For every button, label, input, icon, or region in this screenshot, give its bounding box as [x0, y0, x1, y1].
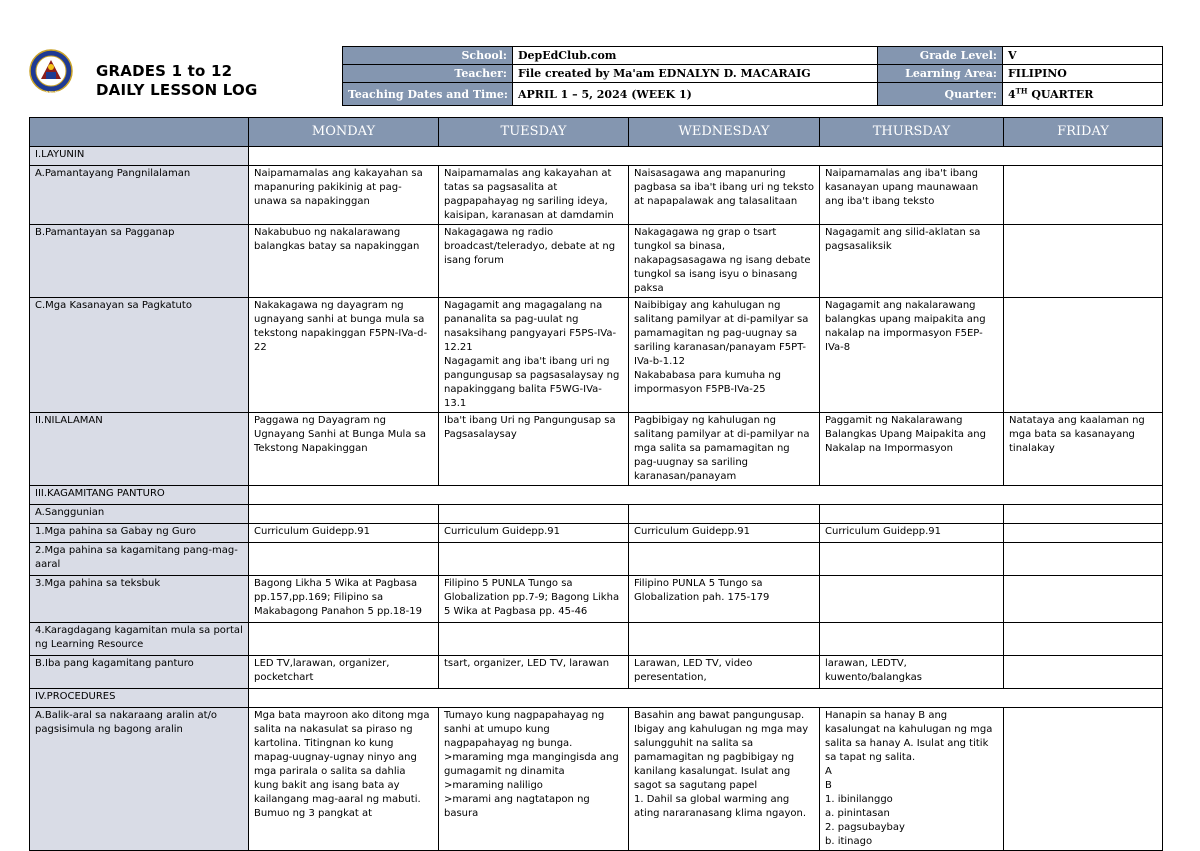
day-cell	[629, 576, 820, 623]
table-row	[30, 413, 1163, 486]
section-spacer	[249, 147, 1163, 166]
school-label: School:	[343, 47, 513, 65]
cell-line: >maraming naliligo	[444, 780, 543, 791]
table-row	[30, 543, 1163, 576]
table-row	[30, 708, 1163, 851]
section-row	[30, 486, 1163, 505]
section-row	[30, 147, 1163, 166]
day-cell	[249, 524, 439, 543]
day-cell	[820, 298, 1004, 413]
day-cell	[249, 413, 439, 486]
day-header-row	[30, 118, 1163, 147]
header-info-table	[342, 46, 1163, 106]
day-cell	[1004, 413, 1163, 486]
day-cell	[439, 708, 629, 851]
cell-line: Nakakagawa ng dayagram ng ugnayang sanhi at bunga mula sa tekstong napakinggan F5PN-IVa-d-22	[254, 300, 428, 353]
day-cell	[439, 623, 629, 656]
cell-line: Paggawa ng Dayagram ng Ugnayang Sanhi at Bunga Mula sa Tekstong Napakinggan	[254, 415, 426, 454]
cell-line: Curriculum Guidepp.91	[444, 526, 560, 537]
day-cell	[249, 623, 439, 656]
cell-line: Naisasagawa ang mapanuring pagbasa sa iba't ibang uri ng teksto at napapalawak ang talasalitaan	[634, 168, 814, 207]
day-cell	[1004, 708, 1163, 851]
cell-line: >marami ang nagtatapon ng basura	[444, 794, 590, 819]
quarter-suffix: TH	[1015, 85, 1028, 95]
cell-line: tsart, organizer, LED TV, larawan	[444, 658, 610, 669]
day-cell	[249, 656, 439, 689]
day-cell	[439, 576, 629, 623]
day-cell	[629, 623, 820, 656]
row-label: II.NILALAMAN	[30, 413, 249, 486]
cell-line: Nakabubuo ng nakalarawang balangkas batay sa napakinggan	[254, 227, 420, 252]
cell-line: 1. Dahil sa global warming ang ating nararanasang klima ngayon.	[634, 794, 807, 819]
cell-line: Naipamamalas ang kakayahan sa mapanuring pakikinig at pag-unawa sa napakinggan	[254, 168, 423, 207]
row-label: B.Iba pang kagamitang panturo	[30, 656, 249, 689]
day-cell	[1004, 576, 1163, 623]
day-cell	[629, 656, 820, 689]
day-cell	[439, 298, 629, 413]
cell-line: Curriculum Guidepp.91	[825, 526, 941, 537]
table-row	[30, 524, 1163, 543]
grade-level-value: V	[1003, 47, 1163, 65]
section-row	[30, 689, 1163, 708]
day-cell	[820, 524, 1004, 543]
day-cell	[1004, 225, 1163, 298]
cell-line: Pagbibigay ng kahulugan ng salitang pamilyar at di-pamilyar na mga salita sa pamamagitan ng pag-uugnay sa sariling karanasan/panayam	[634, 415, 810, 482]
day-header: MONDAY	[249, 118, 439, 147]
cell-line: 1. ibinilanggo	[825, 794, 893, 805]
cell-line: B	[825, 780, 832, 791]
day-header: WEDNESDAY	[629, 118, 820, 147]
title-line-2: DAILY LESSON LOG	[96, 81, 258, 99]
row-label: I.LAYUNIN	[30, 147, 249, 166]
day-cell	[1004, 505, 1163, 524]
day-cell	[629, 166, 820, 225]
cell-line: Bagong Likha 5 Wika at Pagbasa pp.157,pp.169; Filipino sa Makabagong Panahon 5 pp.18-19	[254, 578, 422, 617]
row-label: 3.Mga pahina sa teksbuk	[30, 576, 249, 623]
cell-line: >maraming mga mangingisda ang gumagamit ng dinamita	[444, 752, 619, 777]
section-spacer	[249, 486, 1163, 505]
day-cell	[629, 524, 820, 543]
lesson-log-table	[29, 117, 1163, 851]
cell-line: Iba't ibang Uri ng Pangungusap sa Pagsasalaysay	[444, 415, 616, 440]
day-cell	[249, 166, 439, 225]
cell-line: Naipamamalas ang iba't ibang kasanayan upang maunawaan ang iba't ibang teksto	[825, 168, 979, 207]
day-cell	[820, 225, 1004, 298]
day-header: TUESDAY	[439, 118, 629, 147]
cell-line: Nagagamit ang nakalarawang balangkas upang maipakita ang nakalap na impormasyon F5EP-IVa-8	[825, 300, 986, 353]
table-row	[30, 576, 1163, 623]
table-row	[30, 656, 1163, 689]
row-label: 4.Karagdagang kagamitan mula sa portal ng Learning Resource	[30, 623, 249, 656]
day-cell	[249, 576, 439, 623]
learning-area-label: Learning Area:	[878, 65, 1003, 83]
cell-line: Tumayo kung nagpapahayag ng sanhi at umupo kung nagpapahayag ng bunga.	[444, 710, 605, 749]
cell-line: Larawan, LED TV, video peresentation,	[634, 658, 753, 683]
day-cell	[249, 708, 439, 851]
table-row	[30, 298, 1163, 413]
cell-line: larawan, LEDTV, kuwento/balangkas	[825, 658, 922, 683]
row-label: 2.Mga pahina sa kagamitang pang-mag-aaral	[30, 543, 249, 576]
day-cell	[1004, 543, 1163, 576]
cell-line: Filipino 5 PUNLA Tungo sa Globalization pp.7-9; Bagong Likha 5 Wika at Pagbasa pp. 45-46	[444, 578, 620, 617]
quarter-number: 4	[1008, 87, 1016, 101]
table-row	[30, 505, 1163, 524]
day-cell	[820, 543, 1004, 576]
day-header: THURSDAY	[820, 118, 1004, 147]
day-cell	[439, 505, 629, 524]
corner-cell	[30, 118, 249, 147]
day-cell	[439, 166, 629, 225]
cell-line: Basahin ang bawat pangungusap. Ibigay ang kahulugan ng mga may salungguhit na salita sa pamamagitan ng pagbibigay ng kanilang kasalungat. Isulat ang sagot sa sagutang papel	[634, 710, 809, 791]
quarter-value	[1003, 83, 1163, 106]
cell-line: LED TV,larawan, organizer, pocketchart	[254, 658, 390, 683]
table-row	[30, 166, 1163, 225]
title-line-1: GRADES 1 to 12	[96, 62, 233, 80]
day-cell	[1004, 623, 1163, 656]
row-label: A.Sanggunian	[30, 505, 249, 524]
cell-line: Nagagamit ang silid-aklatan sa pagsasaliksik	[825, 227, 981, 252]
cell-line: Naibibigay ang kahulugan ng salitang pamilyar at di-pamilyar sa pamamagitan ng pag-uugnay sa sariling karanasan/panayam F5PT-IVa-b-1.12	[634, 300, 809, 367]
row-label: A.Pamantayang Pangnilalaman	[30, 166, 249, 225]
day-cell	[629, 543, 820, 576]
cell-line: Nagagamit ang magagalang na pananalita sa pag-uulat ng nasaksihang pangyayari F5PS-IVa-12.21	[444, 300, 617, 353]
deped-seal-logo	[29, 46, 73, 96]
logo-text: KAGAWARAN NG EDUKASYON	[29, 90, 73, 94]
cell-line: a. pinintasan	[825, 808, 890, 819]
day-cell	[820, 623, 1004, 656]
row-label: B.Pamantayan sa Pagganap	[30, 225, 249, 298]
day-cell	[249, 225, 439, 298]
table-row	[30, 623, 1163, 656]
cell-line: Nakagagawa ng grap o tsart tungkol sa binasa, nakapagsasagawa ng isang debate tungkol sa isang isyu o binasang paksa	[634, 227, 811, 294]
quarter-label: Quarter:	[878, 83, 1003, 106]
day-cell	[439, 225, 629, 298]
day-cell	[249, 505, 439, 524]
grade-level-label: Grade Level:	[878, 47, 1003, 65]
table-row	[30, 225, 1163, 298]
day-header: FRIDAY	[1004, 118, 1163, 147]
row-label: C.Mga Kasanayan sa Pagkatuto	[30, 298, 249, 413]
document-title	[96, 62, 258, 100]
row-label: A.Balik-aral sa nakaraang aralin at/o pagsisimula ng bagong aralin	[30, 708, 249, 851]
day-cell	[1004, 656, 1163, 689]
day-cell	[439, 524, 629, 543]
cell-line: Paggamit ng Nakalarawang Balangkas Upang Maipakita ang Nakalap na Impormasyon	[825, 415, 986, 454]
day-cell	[439, 656, 629, 689]
day-cell	[439, 413, 629, 486]
cell-line: 2. pagsubaybay	[825, 822, 905, 833]
cell-line: Nagagamit ang iba't ibang uri ng pangungusap sa pagsasalaysay ng napakinggang balita F5WG-IVa-13.1	[444, 356, 620, 409]
cell-line: Nakagagawa ng radio broadcast/teleradyo, debate at ng isang forum	[444, 227, 616, 266]
day-cell	[820, 576, 1004, 623]
row-label: III.KAGAMITANG PANTURO	[30, 486, 249, 505]
day-cell	[249, 298, 439, 413]
day-cell	[820, 656, 1004, 689]
cell-line: Filipino PUNLA 5 Tungo sa Globalization pah. 175-179	[634, 578, 770, 603]
day-cell	[820, 413, 1004, 486]
row-label: 1.Mga pahina sa Gabay ng Guro	[30, 524, 249, 543]
day-cell	[629, 298, 820, 413]
school-value: DepEdClub.com	[513, 47, 878, 65]
day-cell	[629, 413, 820, 486]
cell-line: Hanapin sa hanay B ang kasalungat na kahulugan ng mga salita sa hanay A. Isulat ang titik sa tapat ng salita.	[825, 710, 993, 763]
cell-line: Mga bata mayroon ako ditong mga salita na nakasulat sa piraso ng kartolina. Titingnan ko kung mapag-uugnay-ugnay ninyo ang mga parirala o salita sa dahlia kung bakit ang isang bata ay kailangang mag-aaral ng mabuti. Bumuo ng 3 pangkat at	[254, 710, 430, 819]
learning-area-value: FILIPINO	[1003, 65, 1163, 83]
day-cell	[629, 225, 820, 298]
day-cell	[249, 543, 439, 576]
quarter-text: QUARTER	[1027, 87, 1094, 101]
teacher-value: File created by Ma'am EDNALYN D. MACARAIG	[513, 65, 878, 83]
cell-line: A	[825, 766, 832, 777]
day-cell	[820, 708, 1004, 851]
section-spacer	[249, 689, 1163, 708]
cell-line: Nakababasa para kumuha ng impormasyon F5PB-IVa-25	[634, 370, 781, 395]
day-cell	[1004, 166, 1163, 225]
day-cell	[629, 708, 820, 851]
teaching-dates-label: Teaching Dates and Time:	[343, 83, 513, 106]
day-cell	[820, 166, 1004, 225]
day-cell	[439, 543, 629, 576]
day-cell	[629, 505, 820, 524]
day-cell	[820, 505, 1004, 524]
day-cell	[1004, 298, 1163, 413]
row-label: IV.PROCEDURES	[30, 689, 249, 708]
cell-line: Curriculum Guidepp.91	[254, 526, 370, 537]
teaching-dates-value: APRIL 1 – 5, 2024 (WEEK 1)	[513, 83, 878, 106]
teacher-label: Teacher:	[343, 65, 513, 83]
day-cell	[1004, 524, 1163, 543]
cell-line: Naipamamalas ang kakayahan at tatas sa pagsasalita at pagpapahayag ng sariling ideya, kaisipan, karanasan at damdamin	[444, 168, 614, 221]
cell-line: Natataya ang kaalaman ng mga bata sa kasanayang tinalakay	[1009, 415, 1145, 454]
cell-line: b. itinago	[825, 836, 873, 847]
cell-line: Curriculum Guidepp.91	[634, 526, 750, 537]
